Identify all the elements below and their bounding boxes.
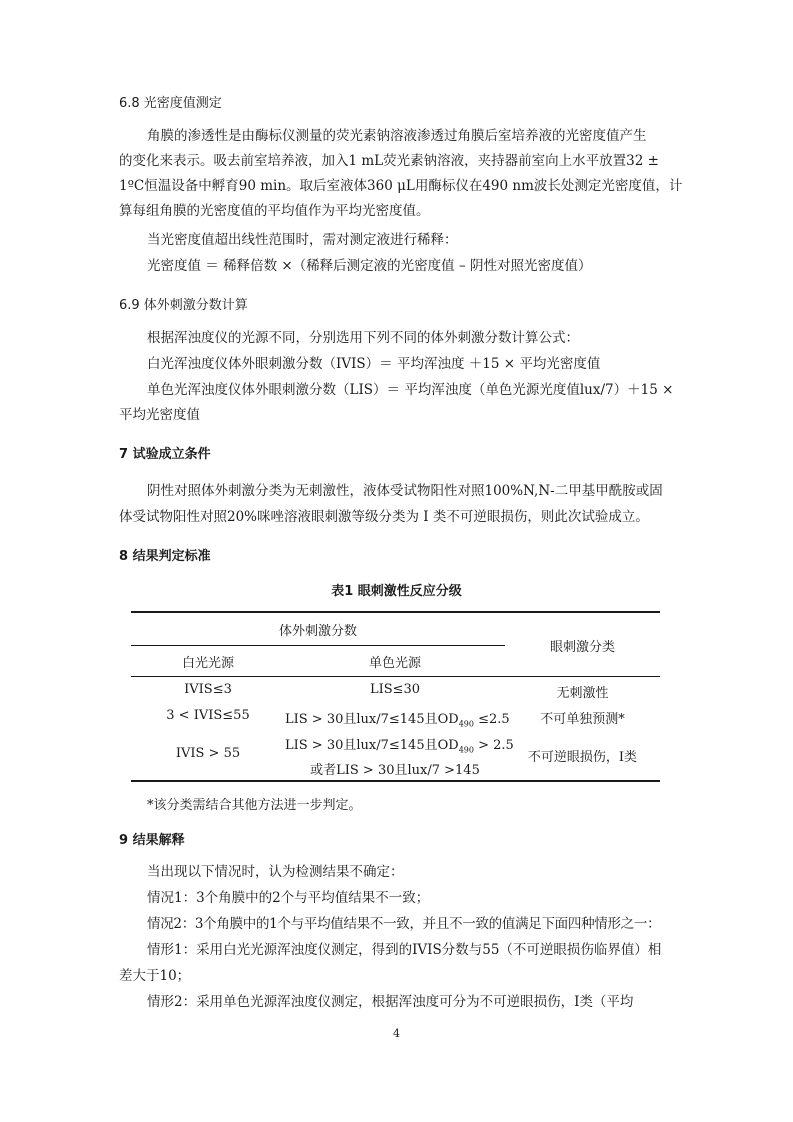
table-cell-r3-class: 不可逆眼损伤，I类 xyxy=(527,750,638,765)
table-cell-r1-class: 无刺激性 xyxy=(556,686,609,701)
table-group-header: 体外刺激分数 xyxy=(278,624,357,639)
s7-line-1: 阴性对照体外刺激分类为无刺激性，液体受试物阳性对照100%N,N-二甲基甲酰胺或固 xyxy=(147,483,663,499)
table-col-white-light: 白光光源 xyxy=(181,656,234,671)
s68-formula: 光密度值 ＝ 稀释倍数 ×（稀释后测定液的光密度值 – 阴性对照光密度值） xyxy=(147,258,592,274)
section-6-8-heading: 6.8 光密度值测定 xyxy=(119,96,222,111)
section-7-heading: 7 试验成立条件 xyxy=(119,447,211,462)
table-footnote: *该分类需结合其他方法进一步判定。 xyxy=(147,798,362,813)
table-caption: 表1 眼刺激性反应分级 xyxy=(331,584,462,599)
s68-line-5: 当光密度值超出线性范围时，需对测定液进行稀释： xyxy=(147,232,458,248)
table-cell-r2-mono: LIS > 30且lux/7≤145且$OD_{490} \le 2.5$ xyxy=(285,712,510,729)
s9-line-5: 差大于10； xyxy=(119,968,191,984)
s69-line-4: 平均光密度值 xyxy=(119,407,200,423)
table-header-rule xyxy=(131,676,660,677)
table-col-mono-light: 单色光源 xyxy=(368,656,421,671)
page-number: 4 xyxy=(393,1027,400,1040)
s68-line-2: 的变化来表示。吸去前室培养液，加入1 mL荧光素钠溶液，夹持器前室向上水平放置32 ± xyxy=(119,153,659,169)
s68-line-1: 角膜的渗透性是由酶标仪测量的荧光素钠溶液渗透过角膜后室培养液的光密度值产生 xyxy=(147,128,647,144)
table-group-rule xyxy=(131,645,505,646)
table-cell-r3-mono: LIS > 30且lux/7≤145且$OD_{490} > 2.5$ xyxy=(285,738,514,755)
s9-line-3: 情况2：3个角膜中的1个与平均值结果不一致，并且不一致的值满足下面四种情形之一： xyxy=(147,916,661,932)
table-bottom-rule xyxy=(131,780,660,782)
s68-line-4: 算每组角膜的光密度值的平均值作为平均光密度值。 xyxy=(119,203,430,219)
section-8-heading: 8 结果判定标准 xyxy=(119,549,211,564)
s69-formula-ivis: 白光浑浊度仪体外眼刺激分数（IVIS）＝ 平均浑浊度 ＋15 × 平均光密度值 xyxy=(147,356,601,372)
section-9-heading: 9 结果解释 xyxy=(119,833,185,848)
table-cell-r3-white: IVIS > 55 xyxy=(175,746,241,761)
s7-line-2: 体受试物阳性对照20%咪唑溶液眼刺激等级分类为 I 类不可逆眼损伤，则此次试验成立。 xyxy=(119,509,649,525)
s9-line-6: 情形2：采用单色光源浑浊度仪测定，根据浑浊度可分为不可逆眼损伤，I类（平均 xyxy=(147,994,634,1010)
s9-line-1: 当出现以下情况时，认为检测结果不确定： xyxy=(147,864,404,880)
s69-line-1: 根据浑浊度仪的光源不同，分别选用下列不同的体外刺激分数计算公式： xyxy=(147,330,579,346)
s69-formula-lis: 单色光浑浊度仪体外眼刺激分数（LIS）＝ 平均浑浊度（单色光源光度值lux/7）＋15 × xyxy=(147,382,674,398)
section-6-9-heading: 6.9 体外刺激分数计算 xyxy=(119,298,248,313)
table-cell-r1-mono: LIS≤30 xyxy=(369,682,421,697)
table-top-rule xyxy=(131,611,660,613)
s9-line-4: 情形1：采用白光光源浑浊度仪测定，得到的IVIS分数与55（不可逆眼损伤临界值）相 xyxy=(147,942,662,958)
table-cell-r2-white: 3 < IVIS≤55 xyxy=(166,708,250,723)
table-col-classification: 眼刺激分类 xyxy=(549,640,615,655)
s9-line-2: 情况1：3个角膜中的2个与平均值结果不一致； xyxy=(147,890,430,906)
table-cell-r2-class: 不可单独预测* xyxy=(540,712,625,727)
table-cell-r1-white: IVIS≤3 xyxy=(184,682,232,697)
table-cell-r3-mono-line2: 或者LIS > 30且lux/7 >145 xyxy=(310,763,480,778)
s68-line-3: 1ºC恒温设备中孵育90 min。取后室液体360 μL用酶标仪在490 nm波长处测定光密度值，计 xyxy=(119,178,683,194)
